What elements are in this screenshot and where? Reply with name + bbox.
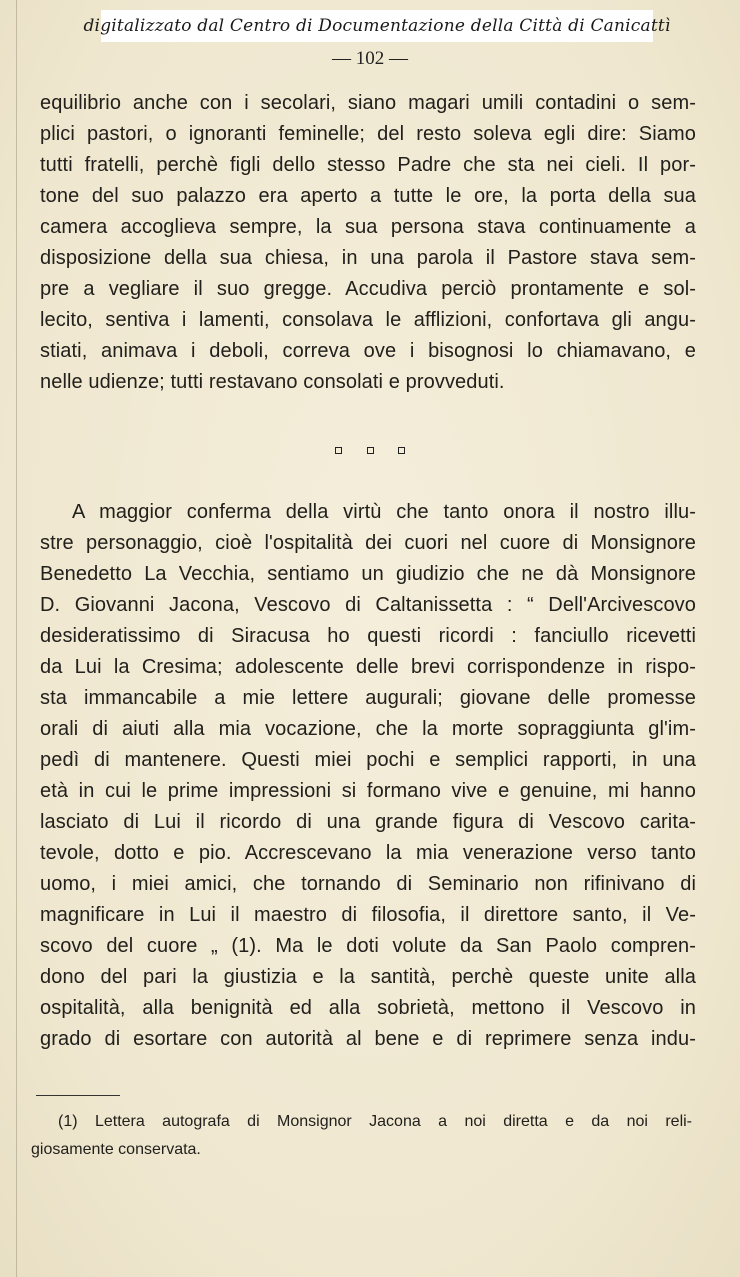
separator-square-icon [367,447,374,454]
paragraph-2-line: pedì di mantenere. Questi miei pochi e semplici rapporti, in una [40,749,696,771]
paragraph-2-line: D. Giovanni Jacona, Vescovo di Caltanissetta : “ Dell'Arcivescovo [40,594,696,616]
paragraph-1-line: disposizione della sua chiesa, in una parola il Pastore stava sem- [40,247,696,269]
paragraph-1-line: tone del suo palazzo era aperto a tutte le ore, la porta della sua [40,185,696,207]
footnote-line: (1) Lettera autografa di Monsignor Jacona a noi diretta e da noi reli- [58,1113,692,1130]
paragraph-1-line: pre a vegliare il suo gregge. Accudiva perciò prontamente e sol- [40,278,696,300]
paragraph-1-line: camera accoglieva sempre, la sua persona stava continuamente a [40,216,696,238]
paragraph-1-line: tutti fratelli, perchè figli dello stesso Padre che sta nei cieli. Il por- [40,154,696,176]
digitization-watermark: digitalizzato dal Centro di Documentazione della Città di Canicattì [101,10,653,42]
paragraph-2-line: dono del pari la giustizia e la santità, perchè queste unite alla [40,966,696,988]
paragraph-2-line: da Lui la Cresima; adolescente delle brevi corrispondenze in rispo- [40,656,696,678]
paragraph-2-line: magnificare in Lui il maestro di filosofia, il direttore santo, il Ve- [40,904,696,926]
paragraph-2-line: scovo del cuore „ (1). Ma le doti volute da San Paolo compren- [40,935,696,957]
paragraph-2-line: lasciato di Lui il ricordo di una grande figura di Vescovo carita- [40,811,696,833]
paragraph-2-line: tevole, dotto e pio. Accrescevano la mia venerazione verso tanto [40,842,696,864]
paragraph-2-line: sta immancabile a mie lettere augurali; giovane delle promesse [40,687,696,709]
paragraph-2-line: A maggior conferma della virtù che tanto onora il nostro illu- [72,501,696,523]
footnote-divider [36,1095,120,1096]
paragraph-2-line: desideratissimo di Siracusa ho questi ricordi : fanciullo ricevetti [40,625,696,647]
paragraph-1-line: lecito, sentiva i lamenti, consolava le afflizioni, confortava gli angu- [40,309,696,331]
paragraph-2-line: orali di aiuti alla mia vocazione, che la morte sopraggiunta gl'im- [40,718,696,740]
paragraph-1-line: equilibrio anche con i secolari, siano magari umili contadini o sem- [40,92,696,114]
section-separator [335,447,405,454]
paragraph-2-line: grado di esortare con autorità al bene e di reprimere senza indu- [40,1028,696,1050]
page-edge-shadow [16,0,17,1277]
separator-square-icon [335,447,342,454]
separator-square-icon [398,447,405,454]
paragraph-1-line: stiati, animava i deboli, correva ove i bisognosi lo chiamavano, e [40,340,696,362]
paragraph-2-line: stre personaggio, cioè l'ospitalità dei cuori nel cuore di Monsignore [40,532,696,554]
paragraph-1-line: plici pastori, o ignoranti feminelle; del resto soleva egli dire: Siamo [40,123,696,145]
paragraph-2-line: ospitalità, alla benignità ed alla sobrietà, mettono il Vescovo in [40,997,696,1019]
paragraph-1-line: nelle udienze; tutti restavano consolati e provveduti. [40,371,505,393]
paragraph-2-line: età in cui le prime impressioni si formano vive e genuine, mi hanno [40,780,696,802]
paragraph-2-line: Benedetto La Vecchia, sentiamo un giudizio che ne dà Monsignore [40,563,696,585]
paragraph-2-line: uomo, i miei amici, che tornando di Seminario non rifinivano di [40,873,696,895]
footnote-line: giosamente conservata. [31,1141,201,1158]
page-number: — 102 — [332,48,408,69]
